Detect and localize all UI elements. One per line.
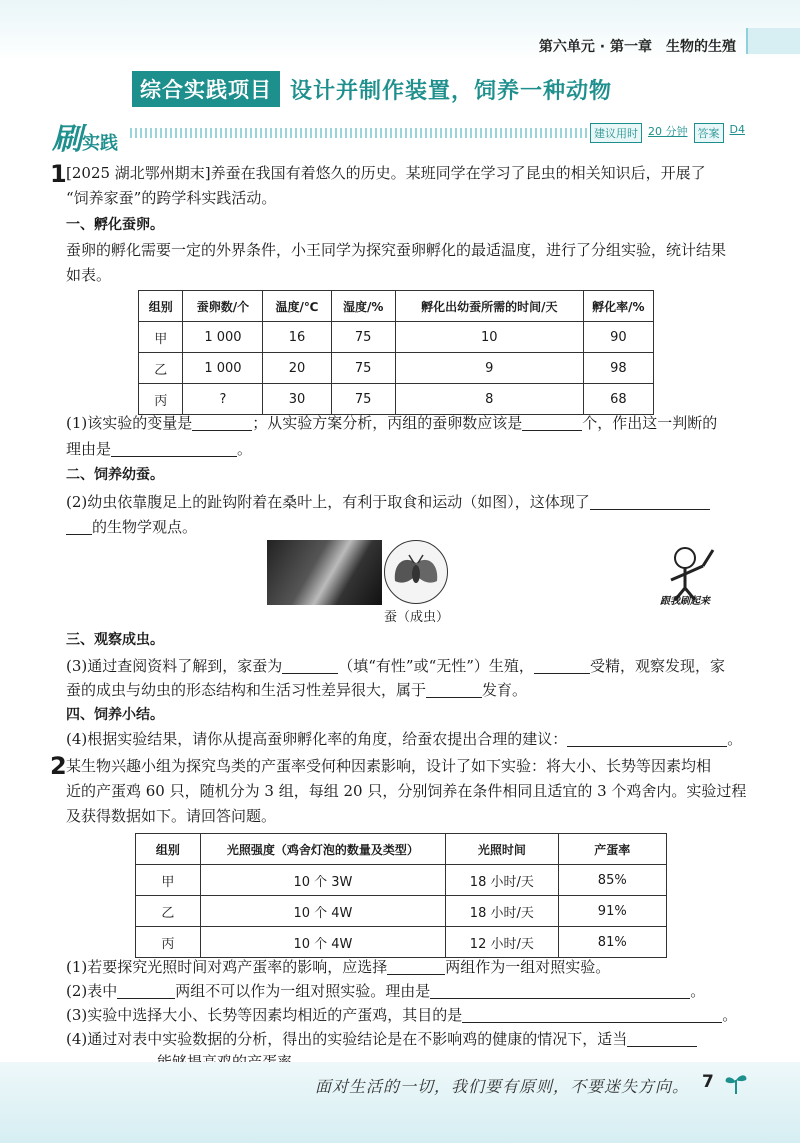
- q1-subheading-1: 一、孵化蚕卵。: [66, 217, 164, 233]
- q1-s3-b: （填“有性”或“无性”）生殖，: [338, 657, 534, 675]
- title-badge: 综合实践项目: [132, 71, 280, 107]
- q1-s1-c: 个，作出这一判断的: [582, 414, 718, 432]
- answer-blank[interactable]: [66, 518, 92, 535]
- table-header-cell: 孵化率/%: [583, 291, 653, 322]
- table-cell: 18 小时/天: [446, 865, 558, 896]
- section-heading: [52, 114, 118, 158]
- table-cell: 1 000: [183, 322, 263, 353]
- answer-label: 答案: [694, 123, 724, 143]
- question-1-number: 1: [50, 160, 67, 188]
- answer-blank[interactable]: [534, 657, 590, 674]
- table-header-cell: 湿度/%: [331, 291, 395, 322]
- answer-blank[interactable]: [430, 982, 690, 999]
- q1-sub4-line1: [66, 727, 742, 751]
- q1-subheading-2: 二、饲养幼蚕。: [66, 467, 164, 483]
- q2-s1-b: 两组作为一组对照实验。: [445, 958, 611, 976]
- table-cell: 10 个 4W: [200, 896, 446, 927]
- table-header-cell: 蚕卵数/个: [183, 291, 263, 322]
- q1-para1b: 如表。: [66, 266, 112, 284]
- table-header-cell: 组别: [139, 291, 183, 322]
- figure-caption: 蚕（成虫）: [384, 610, 450, 625]
- q2-s4-a: (4)通过对表中实验数据的分析，得出的实验结论是在不影响鸡的健康的情况下，适当: [66, 1030, 628, 1048]
- q1-s1-b: ；从实验方案分析，丙组的蚕卵数应该是: [252, 414, 523, 432]
- table-header-cell: 组别: [136, 834, 201, 865]
- q1-subheading-3: 三、观察成虫。: [66, 632, 164, 648]
- egg-rate-table: [135, 833, 667, 958]
- q2-sub1: [66, 955, 610, 979]
- breadcrumb: 第六单元 · 第一章 生物的生殖: [538, 39, 736, 55]
- table-header-cell: 光照时间: [446, 834, 558, 865]
- table-header-cell: 光照强度（鸡舍灯泡的数量及类型）: [200, 834, 446, 865]
- answer-blank[interactable]: [627, 1030, 697, 1047]
- table-header-row: [136, 834, 667, 865]
- table-header-cell: 温度/℃: [263, 291, 331, 322]
- q1-sub2-line1: [66, 490, 710, 514]
- table-cell: 甲: [139, 322, 183, 353]
- q1-s1-e: 。: [237, 440, 253, 458]
- table-row: [136, 896, 667, 927]
- q2-s2-c: 。: [690, 982, 706, 1000]
- section-big-char: 刷: [52, 122, 82, 157]
- table-row: [139, 353, 654, 384]
- q1-s3-c: 受精，观察发现，家: [589, 657, 725, 675]
- table-cell: 20: [263, 353, 331, 384]
- table-row: [136, 927, 667, 958]
- q1-s3-a: (3)通过查阅资料了解到，家蚕为: [66, 657, 283, 675]
- q1-sub3-line2: [66, 678, 527, 702]
- table-cell: 8: [395, 384, 583, 415]
- q1-s3-e: 发育。: [482, 681, 528, 699]
- answer-blank[interactable]: [387, 958, 445, 975]
- q1-s2-b: 的生物学观点。: [92, 518, 198, 536]
- q2-s3-a: (3)实验中选择大小、长势等因素均相近的产蛋鸡，其目的是: [66, 1006, 463, 1024]
- q2-s2-a: (2)表中: [66, 982, 118, 1000]
- answer-blank[interactable]: [567, 730, 727, 747]
- q1-s1-a: (1)该实验的变量是: [66, 414, 193, 432]
- answer-blank[interactable]: [282, 657, 338, 674]
- q2-s3-b: 。: [722, 1006, 738, 1024]
- sprout-icon: [722, 1068, 750, 1100]
- question-2-number: 2: [50, 752, 67, 780]
- header-tab: [746, 28, 800, 54]
- time-value: 20 分钟: [648, 125, 688, 138]
- answer-blank[interactable]: [117, 982, 175, 999]
- answer-blank[interactable]: [590, 493, 710, 510]
- table-cell: ?: [183, 384, 263, 415]
- table-row: [139, 384, 654, 415]
- hatching-table: [138, 290, 654, 415]
- q1-subheading-4: 四、饲养小结。: [66, 707, 164, 723]
- table-cell: 10 个 4W: [200, 927, 446, 958]
- q1-s1-d: 理由是: [66, 440, 112, 458]
- table-cell: 90: [583, 322, 653, 353]
- q1-s4-b: 。: [727, 730, 743, 748]
- q2-line2: 近的产蛋鸡 60 只，随机分为 3 组，每组 20 只，分别饲养在条件相同且适宜的 3 个鸡舍内。实验过程: [66, 782, 747, 800]
- page-title: [132, 72, 612, 106]
- answer-value: D4: [729, 123, 745, 136]
- q1-line2: “饲养家蚕”的跨学科实践活动。: [66, 189, 277, 207]
- table-cell: 81%: [558, 927, 666, 958]
- table-cell: 丙: [139, 384, 183, 415]
- q1-s2-a: (2)幼虫依靠腹足上的趾钩附着在桑叶上，有利于取食和运动（如图），这体现了: [66, 493, 590, 511]
- table-row: [139, 322, 654, 353]
- q2-sub4-line1: [66, 1027, 697, 1051]
- table-header-cell: 孵化出幼蚕所需的时间/天: [395, 291, 583, 322]
- q1-s4-a: (4)根据实验结果，请你从提高蚕卵孵化率的角度，给蚕农提出合理的建议：: [66, 730, 568, 748]
- table-cell: 30: [263, 384, 331, 415]
- q1-sub1-line2: [66, 437, 252, 461]
- section-divider: [130, 128, 590, 138]
- q1-line1: [2025 湖北鄂州期末]养蚕在我国有着悠久的历史。某班同学在学习了昆虫的相关知识后，开展了: [66, 164, 706, 182]
- table-cell: 75: [331, 322, 395, 353]
- section-meta: [590, 123, 745, 143]
- table-row: [136, 865, 667, 896]
- q1-sub3-line1: [66, 654, 725, 678]
- table-cell: 1 000: [183, 353, 263, 384]
- table-cell: 68: [583, 384, 653, 415]
- silkworm-larva-photo: [267, 540, 382, 605]
- table-cell: 10 个 3W: [200, 865, 446, 896]
- table-cell: 乙: [139, 353, 183, 384]
- q2-sub2: [66, 979, 705, 1003]
- table-cell: 98: [583, 353, 653, 384]
- answer-blank[interactable]: [462, 1006, 722, 1023]
- table-cell: 丙: [136, 927, 201, 958]
- section-small-text: 实践: [82, 133, 118, 154]
- q2-s1-a: (1)若要探究光照时间对鸡产蛋率的影响，应选择: [66, 958, 388, 976]
- q1-para1a: 蚕卵的孵化需要一定的外界条件，小王同学为探究蚕卵孵化的最适温度，进行了分组实验，统计结果: [66, 241, 727, 259]
- table-cell: 85%: [558, 865, 666, 896]
- answer-blank[interactable]: [192, 414, 252, 431]
- q1-sub1-line1: [66, 411, 717, 435]
- table-cell: 乙: [136, 896, 201, 927]
- footer-quote: 面对生活的一切，我们要有原则，不要迷失方向。: [315, 1077, 690, 1096]
- time-label: 建议用时: [590, 123, 642, 143]
- table-header-row: [139, 291, 654, 322]
- table-cell: 18 小时/天: [446, 896, 558, 927]
- table-cell: 75: [331, 384, 395, 415]
- table-cell: 91%: [558, 896, 666, 927]
- table-cell: 10: [395, 322, 583, 353]
- q1-sub2-line2: [66, 515, 197, 539]
- q1-s3-d: 蚕的成虫与幼虫的形态结构和生活习性差异很大，属于: [66, 681, 427, 699]
- q2-s2-b: 两组不可以作为一组对照实验。理由是: [175, 982, 431, 1000]
- answer-blank[interactable]: [522, 414, 582, 431]
- table-cell: 16: [263, 322, 331, 353]
- q2-line1: 某生物兴趣小组为探究鸟类的产蛋率受何种因素影响，设计了如下实验：将大小、长势等因素均相: [66, 757, 712, 775]
- q2-line3: 及获得数据如下。请回答问题。: [66, 807, 277, 825]
- page-number: 7: [702, 1072, 714, 1092]
- answer-blank[interactable]: [111, 440, 237, 457]
- answer-blank[interactable]: [426, 681, 482, 698]
- silkworm-moth-image: [384, 540, 448, 604]
- table-cell: 甲: [136, 865, 201, 896]
- q2-sub3: [66, 1003, 737, 1027]
- title-main: 设计并制作装置，饲养一种动物: [290, 78, 613, 104]
- mascot-caption: 跟我刷起来: [660, 596, 710, 607]
- table-cell: 9: [395, 353, 583, 384]
- table-header-cell: 产蛋率: [558, 834, 666, 865]
- table-cell: 75: [331, 353, 395, 384]
- table-cell: 12 小时/天: [446, 927, 558, 958]
